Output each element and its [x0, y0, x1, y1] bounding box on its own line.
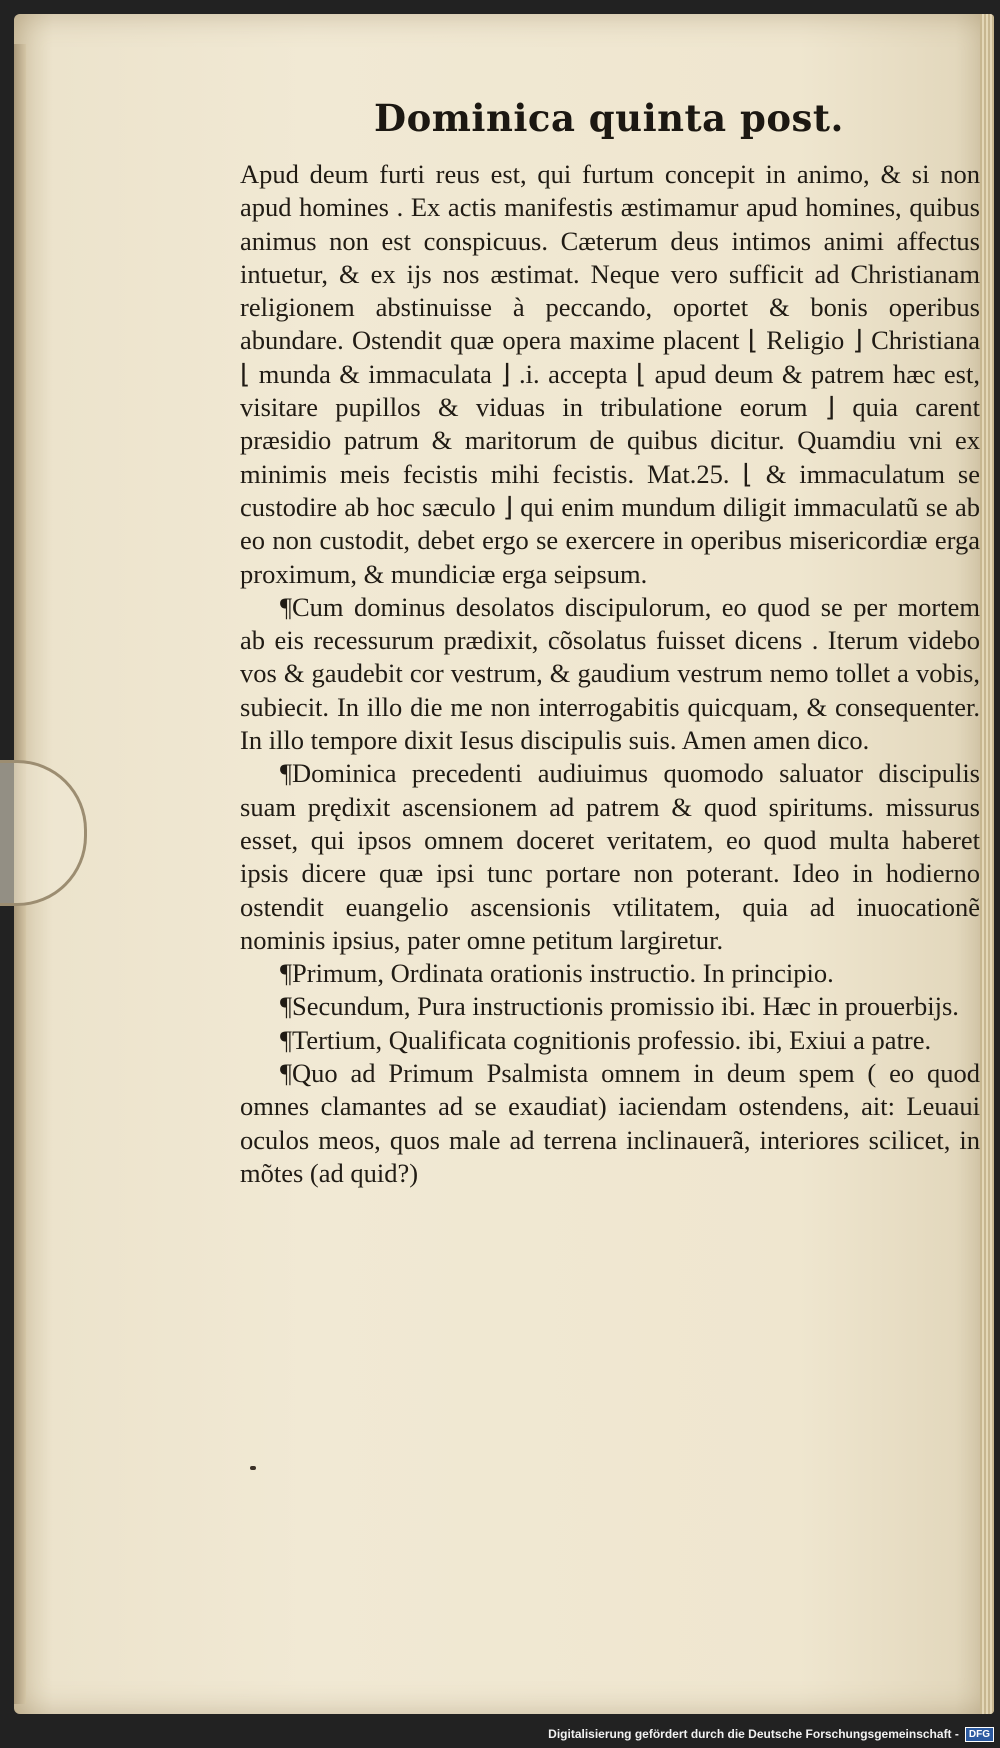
- page-fore-edge: [980, 14, 994, 1714]
- book-page: [14, 14, 994, 1714]
- text-block: [240, 158, 980, 1190]
- dfg-logo: DFG: [965, 1727, 994, 1742]
- paragraph-1: ¶Cum dominus desolatos discipulorum, eo quod se per mortem ab eis recessurum prædixit, cõsolatus fuisset dicens . Iterum videbo vos & gaudebit cor vestrum, & gaudium vestrum nemo tollet a vobis, subiecit. In illo die me non interrogabitis quicquam, & consequenter. In illo tempore dixit Iesus discipulis suis. Amen amen dico.: [240, 591, 980, 756]
- ink-smudge: [250, 1466, 256, 1470]
- paragraph-6: ¶Quo ad Primum Psalmista omnem in deum spem ( eo quod omnes clamantes ad se exaudiat) iaciendam ostendens, ait: Leuaui oculos meos, quos male ad terrena inclinauerã, interiores scilicet, in mõtes (ad quid?): [240, 1058, 980, 1188]
- paragraph-0: Apud deum furti reus est, qui furtum concepit in animo, & si non apud homines . Ex actis manifestis æstimamur apud homines, quibus animus non est conspicuus. Cæterum deus intimos animi affectus intuetur, & ex ijs nos æstimat. Neque vero sufficit ad Christianam religionem abstinuisse à peccando, oportet & bonis operibus abundare. Ostendit quæ opera maxime placent ⌊ Religio ⌋ Christiana ⌊ munda & immaculata ⌋ .i. accepta ⌊ apud deum & patrem hæc est, visitare pupillos & viduas in tribulatione eorum ⌋ quia carent præsidio patrum & maritorum de quibus dicitur. Quamdiu vni ex minimis meis fecistis mihi fecistis. Mat.25. ⌊ & immaculatum se custodire ab hoc sæculo ⌋ qui enim mundum diligit immaculatũ se ab eo non custodit, debet ergo se exercere in operibus misericordiæ erga proximum, & mundiciæ erga seipsum.: [240, 159, 980, 589]
- digitization-footer: [548, 1724, 994, 1744]
- paragraph-3: ¶Primum, Ordinata orationis instructio. In principio.: [280, 958, 834, 989]
- paragraph-2: ¶Dominica precedenti audiuimus quomodo saluator discipulis suam prędixit ascensionem ad patrem & quod spiritums. missurus esset, qui ipsos omnem doceret veritatem, eo quod multa haberet ipsis dicere quæ ipsi tunc portare non poterant. Ideo in hodierno ostendit euangelio ascensionis vtilitatem, quia ad inuocationẽ nominis ipsius, pater omne petitum largiretur.: [240, 758, 980, 955]
- running-head: Dominica quinta post.: [374, 96, 844, 140]
- footer-credit: Digitalisierung gefördert durch die Deutsche Forschungsgemeinschaft -: [548, 1727, 959, 1741]
- paragraph-5: ¶Tertium, Qualificata cognitionis professio. ibi, Exiui a patre.: [280, 1024, 932, 1055]
- paragraph-4: ¶Secundum, Pura instructionis promissio ibi. Hæc in prouerbijs.: [280, 991, 959, 1022]
